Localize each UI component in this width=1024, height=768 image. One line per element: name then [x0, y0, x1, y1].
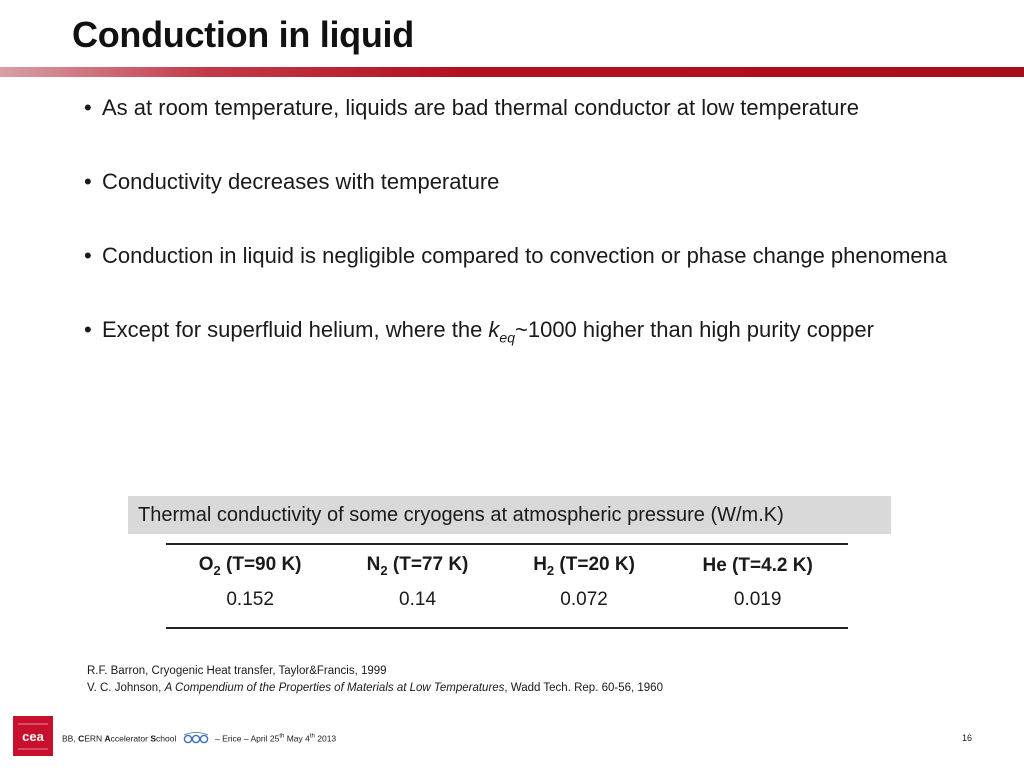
table-row — [166, 587, 848, 628]
table-cell: 0.14 — [399, 589, 437, 610]
footer-text: BB, CERN Accelerator School – Erice – April 25th May 4th 2013 — [62, 732, 336, 746]
bullet-item — [84, 92, 1004, 123]
table-header-cell: $H_2$ (T=20 K) — [533, 554, 635, 578]
bullet-item — [84, 314, 1004, 353]
table-cell: 0.019 — [733, 589, 782, 610]
reference-1: R.F. Barron, Cryogenic Heat transfer, Taylor&Francis, 1999 — [87, 665, 387, 677]
bullet-text: Conduction in liquid is negligible compared to convection or phase change phenomena — [102, 243, 948, 268]
table-header-cell: $O_2$ (T=90 K) — [198, 554, 302, 578]
reference-2: V. C. Johnson, A Compendium of the Properties of Materials at Low Temperatures, Wadd Tech. Rep. 60-56, 1960 — [87, 682, 663, 694]
table-header-cell: $N_2$ (T=77 K) — [366, 554, 469, 578]
slide-title: Conduction in liquid — [72, 14, 414, 55]
title-underline-bar — [0, 67, 1024, 77]
cea-logo — [13, 716, 53, 756]
page-number: 16 — [962, 733, 973, 743]
table-caption: Thermal conductivity of some cryogens at atmospheric pressure (W/m.K) — [128, 496, 891, 534]
bullet-text: Except for superfluid helium, where the — [102, 317, 489, 342]
k-eq-symbol: $k_{eq}$ — [488, 317, 515, 346]
references — [87, 663, 987, 697]
table-header-cell: He (T=4.2 K) — [702, 555, 813, 576]
bullet-item — [84, 166, 1004, 197]
bullet-text: As at room temperature, liquids are bad thermal conductor at low temperature — [102, 95, 859, 120]
bullet-list — [84, 92, 1004, 353]
bullet-text: ~1000 higher than high purity copper — [515, 317, 874, 342]
table-cell: 0.072 — [560, 589, 608, 610]
conductivity-table — [166, 543, 848, 629]
cas-logo-icon — [183, 732, 209, 746]
table-cell: 0.152 — [226, 589, 274, 610]
svg-text:cea: cea — [22, 729, 44, 744]
table-header-row — [166, 544, 848, 587]
bullet-item — [84, 240, 1004, 271]
bullet-text: Conductivity decreases with temperature — [102, 169, 500, 194]
